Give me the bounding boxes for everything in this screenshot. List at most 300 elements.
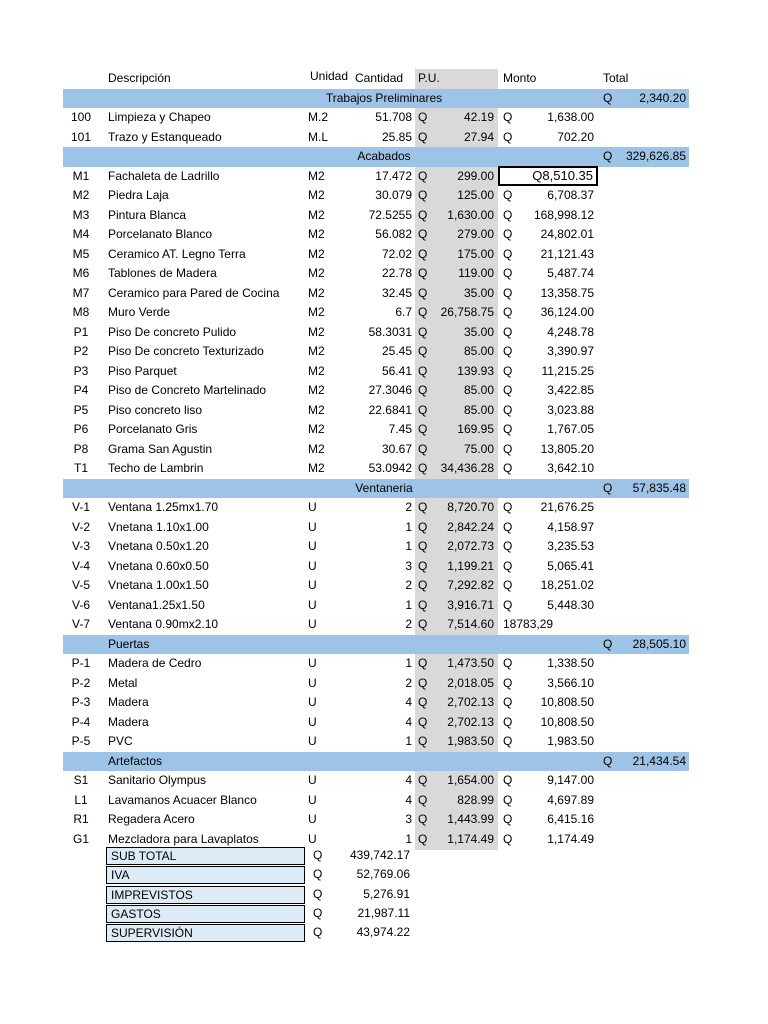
summary-value[interactable]: 43,974.22 [356,925,410,940]
table-row [0,245,768,265]
item-quantity[interactable]: 30.079 [375,188,412,202]
item-amount[interactable]: 3,422.85 [547,383,594,397]
item-quantity[interactable]: 7.45 [388,422,412,436]
selected-cell-monto[interactable]: Q8,510.35 [498,166,598,186]
item-description[interactable]: Piso De concreto Texturizado [108,344,264,358]
item-description[interactable]: Techo de Lambrin [108,461,204,475]
item-code[interactable]: P1 [73,324,89,339]
item-quantity[interactable]: 4 [405,773,412,787]
table-row [0,771,768,791]
item-description[interactable]: Madera [108,695,149,709]
section-title[interactable]: Puertas [108,636,150,651]
item-unit-price[interactable]: 299.00 [457,168,494,183]
item-amount[interactable]: 4,248.78 [547,324,594,339]
item-amount[interactable]: 5,065.41 [547,558,594,573]
item-unit-price[interactable]: 2,018.05 [447,675,494,690]
currency-symbol: Q [418,441,428,456]
item-amount[interactable]: 3,023.88 [547,402,594,417]
item-amount[interactable]: 702.20 [557,129,594,144]
item-code[interactable]: V-3 [71,539,90,553]
summary-label[interactable]: GASTOS [106,905,305,923]
table-row [0,596,768,616]
section-total[interactable]: 28,505.10 [632,636,686,651]
currency-symbol: Q [503,402,513,417]
currency-symbol: Q [418,656,428,670]
header-unidad[interactable]: Unidad [310,69,349,83]
item-unit-price[interactable]: 2,702.13 [447,695,494,709]
item-unit[interactable]: U [308,519,317,534]
item-unit[interactable]: U [308,831,317,846]
section-total[interactable]: 57,835.48 [632,480,686,495]
item-unit[interactable]: M2 [308,324,325,339]
item-unit-price[interactable]: 1,174.49 [447,831,494,846]
item-unit-price[interactable]: 1,199.21 [447,558,494,573]
header-pu[interactable]: P.U. [418,71,440,85]
item-unit-price[interactable]: 27.94 [463,129,494,144]
item-amount[interactable]: 3,390.97 [547,344,594,358]
item-description[interactable]: Regadera Acero [108,812,195,826]
currency-symbol: Q [603,90,613,105]
item-unit[interactable]: M.2 [308,110,329,124]
item-unit-price[interactable]: 1,983.50 [447,734,494,748]
currency-symbol: Q [503,831,513,846]
table-row [0,810,768,830]
item-quantity[interactable]: 6.7 [395,305,412,319]
item-unit-price[interactable]: 26,758.75 [440,305,494,319]
item-quantity[interactable]: 3 [405,812,412,826]
item-code[interactable]: S1 [73,773,89,787]
item-amount[interactable]: 10,808.50 [540,695,594,709]
item-code[interactable]: P5 [73,402,89,417]
item-amount[interactable]: 1,767.05 [547,422,594,436]
header-descripcion[interactable]: Descripción [108,71,171,85]
table-row [0,323,768,343]
currency-symbol: Q [503,246,513,261]
item-unit[interactable]: U [308,500,317,514]
table-row [0,537,768,557]
item-code[interactable]: M3 [72,207,90,222]
section-header-row [0,89,768,109]
currency-symbol: Q [503,539,513,553]
item-code[interactable]: M7 [72,285,90,300]
currency-symbol: Q [503,734,513,748]
currency-symbol: Q [503,285,513,300]
item-unit-price[interactable]: 85.00 [463,344,494,358]
item-amount[interactable]: 1,174.49 [547,831,594,846]
item-unit-price[interactable]: 1,473.50 [447,656,494,670]
currency-symbol: Q [418,324,428,339]
currency-symbol: Q [418,246,428,261]
section-header-row [0,147,768,167]
currency-symbol: Q [503,344,513,358]
item-amount[interactable]: 4,697.89 [547,792,594,807]
item-amount[interactable]: 6,708.37 [547,188,594,202]
table-row [0,206,768,226]
item-description[interactable]: Vnetana 0.60x0.50 [108,558,209,573]
item-amount[interactable]: 4,158.97 [547,519,594,534]
table-row [0,791,768,811]
item-quantity[interactable]: 1 [405,539,412,553]
item-code[interactable]: G1 [72,831,89,846]
item-description[interactable]: Piso de Concreto Martelinado [108,383,267,397]
item-quantity[interactable]: 17.472 [375,168,412,183]
item-unit-price[interactable]: 7,292.82 [447,578,494,592]
item-quantity[interactable]: 25.45 [381,344,412,358]
item-unit[interactable]: M2 [308,461,325,475]
item-code[interactable]: P-2 [71,675,91,690]
item-description[interactable]: Piso Parquet [108,363,177,378]
item-amount[interactable]: 3,566.10 [547,675,594,690]
item-amount[interactable]: 21,676.25 [540,500,594,514]
item-code[interactable]: T1 [73,461,88,475]
item-quantity[interactable]: 72.02 [381,246,412,261]
item-code[interactable]: P2 [73,344,89,358]
item-description[interactable]: Madera [108,714,149,729]
currency-symbol: Q [603,480,613,495]
item-quantity[interactable]: 1 [405,734,412,748]
currency-symbol: Q [503,188,513,202]
currency-symbol: Q [503,695,513,709]
item-quantity[interactable]: 22.78 [381,266,412,280]
item-quantity[interactable]: 2 [405,578,412,592]
item-amount[interactable]: 21,121.43 [540,246,594,261]
currency-symbol: Q [603,753,613,768]
item-amount[interactable]: 13,805.20 [540,441,594,456]
item-amount[interactable]: 10,808.50 [540,714,594,729]
item-quantity[interactable]: 4 [405,695,412,709]
item-unit-price[interactable]: 1,654.00 [447,773,494,787]
item-amount[interactable]: 1,983.50 [547,734,594,748]
header-monto[interactable]: Monto [503,71,537,85]
currency-symbol: Q [503,519,513,534]
item-unit-price[interactable]: 75.00 [463,441,494,456]
item-description[interactable]: Piedra Laja [108,188,169,202]
item-amount[interactable]: 3,235.53 [547,539,594,553]
item-unit-price[interactable]: 8,720.70 [447,500,494,514]
currency-symbol: Q [418,714,428,729]
item-quantity[interactable]: 27.3046 [368,383,412,397]
item-unit-price[interactable]: 85.00 [463,383,494,397]
item-unit-price[interactable]: 3,916.71 [447,597,494,612]
item-quantity[interactable]: 1 [405,656,412,670]
item-code[interactable]: V-5 [71,578,90,592]
item-unit-price[interactable]: 2,842.24 [447,519,494,534]
item-amount[interactable]: 5,448.30 [547,597,594,612]
item-code[interactable]: M5 [72,246,90,261]
table-row [0,615,768,635]
item-code[interactable]: M8 [72,305,90,319]
item-amount[interactable]: 13,358.75 [540,285,594,300]
item-amount[interactable]: 3,642.10 [547,461,594,475]
currency-symbol: Q [503,227,513,241]
section-title[interactable]: Trabajos Preliminares [325,90,443,105]
item-description[interactable]: Porcelanato Gris [108,422,198,436]
item-unit[interactable]: M.L [308,129,329,144]
item-amount[interactable]: 168,998.12 [533,207,594,222]
item-quantity[interactable]: 4 [405,714,412,729]
item-description[interactable]: Ventana 0.90mx2.10 [108,617,219,631]
item-unit[interactable]: M2 [308,188,325,202]
item-unit[interactable]: U [308,539,317,553]
item-code[interactable]: R1 [73,812,89,826]
item-description[interactable]: Madera de Cedro [108,656,202,670]
currency-symbol: Q [503,266,513,280]
item-description[interactable]: Ceramico para Pared de Cocina [108,285,280,300]
item-unit[interactable]: M2 [308,168,325,183]
item-unit[interactable]: U [308,773,317,787]
item-unit[interactable]: U [308,812,317,826]
item-amount[interactable]: 18,251.02 [540,578,594,592]
item-unit[interactable]: M2 [308,227,325,241]
summary-value[interactable]: 21,987.11 [357,905,410,920]
currency-symbol: Q [418,773,428,787]
item-code[interactable]: M1 [72,168,90,183]
item-description[interactable]: Ventana1.25x1.50 [108,597,205,612]
item-amount[interactable]: 36,124.00 [540,305,594,319]
item-code[interactable]: P-4 [71,714,91,729]
item-description[interactable]: Limpieza y Chapeo [108,110,211,124]
section-total[interactable]: 2,340.20 [639,90,686,105]
summary-label[interactable]: IMPREVISTOS [106,886,305,904]
item-quantity[interactable]: 2 [405,675,412,690]
item-quantity[interactable]: 3 [405,558,412,573]
table-row [0,342,768,362]
currency-symbol: Q [418,402,428,417]
item-description[interactable]: Mezcladora para Lavaplatos [108,831,259,846]
section-title[interactable]: Acabados [357,149,411,163]
currency-symbol: Q [503,441,513,456]
section-header-row [0,479,768,499]
item-description[interactable]: Porcelanato Blanco [108,227,213,241]
currency-symbol: Q [418,461,428,475]
table-row [0,654,768,674]
section-total[interactable]: 329,626.85 [625,149,686,163]
item-code[interactable]: 101 [70,129,92,144]
section-bar [63,635,689,655]
currency-symbol: Q [418,831,428,846]
item-unit-price[interactable]: 1,443.99 [447,812,494,826]
table-row [0,401,768,421]
item-unit-price[interactable]: 1,630.00 [447,207,494,222]
item-unit[interactable]: U [308,792,317,807]
item-unit[interactable]: M2 [308,207,325,222]
item-amount[interactable]: 1,338.50 [547,656,594,670]
summary-value[interactable]: 52,769.06 [356,867,410,882]
item-quantity[interactable]: 32.45 [381,285,412,300]
header-row [0,69,768,89]
item-unit[interactable]: U [308,578,317,592]
item-description[interactable]: Ceramico AT. Legno Terra [108,246,246,261]
table-row [0,420,768,440]
currency-symbol: Q [503,461,513,475]
item-unit[interactable]: M2 [308,363,325,378]
item-code[interactable]: V-7 [71,617,90,631]
item-unit[interactable]: M2 [308,266,325,280]
section-total[interactable]: 21,434.54 [632,753,686,768]
item-description[interactable]: Piso concreto liso [108,402,203,417]
item-unit[interactable]: M2 [308,344,325,358]
item-code[interactable]: V-6 [71,597,90,612]
item-unit[interactable]: U [308,656,317,670]
item-unit[interactable]: U [308,558,317,573]
item-code[interactable]: P-5 [71,734,91,748]
item-unit-price[interactable]: 279.00 [457,227,494,241]
currency-symbol: Q [503,558,513,573]
item-amount[interactable]: 5,487.74 [547,266,594,280]
item-quantity[interactable]: 30.67 [381,441,412,456]
item-unit-price[interactable]: 34,436.28 [440,461,494,475]
item-unit[interactable]: U [308,714,317,729]
item-description[interactable]: Vnetana 1.10x1.00 [108,519,209,534]
currency-symbol: Q [418,734,428,748]
item-amount[interactable]: 6,415.16 [547,812,594,826]
item-unit-price[interactable]: 119.00 [458,266,494,280]
header-cantidad[interactable]: Cantidad [355,71,404,85]
currency-symbol: Q [418,305,428,319]
item-description[interactable]: Vnetana 0.50x1.20 [108,539,209,553]
item-unit[interactable]: U [308,597,317,612]
item-quantity[interactable]: 1 [405,831,412,846]
table-row [0,498,768,518]
item-quantity[interactable]: 1 [405,597,412,612]
item-description[interactable]: Grama San Agustin [108,441,213,456]
item-code[interactable]: M6 [72,266,90,280]
item-unit[interactable]: U [308,675,317,690]
table-row [0,518,768,538]
item-unit[interactable]: U [308,695,317,709]
item-code[interactable]: P8 [73,441,89,456]
item-unit[interactable]: M2 [308,383,325,397]
item-quantity[interactable]: 58.3031 [368,324,412,339]
item-quantity[interactable]: 56.41 [381,363,412,378]
item-description[interactable]: Fachaleta de Ladrillo [108,168,220,183]
item-code[interactable]: M4 [72,227,90,241]
item-unit-price[interactable]: 125.00 [457,188,494,202]
section-title[interactable]: Ventaneria [355,480,413,495]
item-quantity[interactable]: 51.708 [375,110,412,124]
item-unit[interactable]: M2 [308,285,325,300]
item-code[interactable]: P-3 [71,695,91,709]
item-unit-price[interactable]: 42.19 [463,110,494,124]
summary-label[interactable]: SUB TOTAL [106,847,305,865]
item-amount[interactable]: 24,802.01 [540,227,594,241]
item-code[interactable]: M2 [72,188,90,202]
item-quantity[interactable]: 72.5255 [368,207,412,222]
item-unit-price[interactable]: 2,702.13 [447,714,494,729]
item-unit-price[interactable]: 828.99 [457,792,494,807]
summary-label[interactable]: SUPERVISIÓN [106,924,305,942]
currency-symbol: Q [503,578,513,592]
item-description[interactable]: Metal [108,675,138,690]
item-description[interactable]: Tablones de Madera [108,266,217,280]
item-description[interactable]: Trazo y Estanqueado [108,129,222,144]
item-unit[interactable]: M2 [308,305,325,319]
item-quantity[interactable]: 2 [405,617,412,631]
item-description[interactable]: Piso De concreto Pulido [108,324,237,339]
item-quantity[interactable]: 22.6841 [368,402,412,417]
item-description[interactable]: PVC [108,734,133,748]
item-unit-price[interactable]: 35.00 [463,324,494,339]
item-unit-price[interactable]: 2,072.73 [447,539,494,553]
item-code[interactable]: P3 [73,363,89,378]
item-description[interactable]: Sanitario Olympus [108,773,207,787]
item-description[interactable]: Pintura Blanca [108,207,187,222]
item-description[interactable]: Vnetana 1.00x1.50 [108,578,209,592]
item-quantity[interactable]: 25.85 [381,129,412,144]
item-unit-price[interactable]: 139.93 [457,363,494,378]
item-quantity[interactable]: 56.082 [375,227,412,241]
item-code[interactable]: P6 [73,422,89,436]
item-code[interactable]: V-2 [71,519,90,534]
currency-symbol: Q [418,695,428,709]
item-description[interactable]: Lavamanos Acuacer Blanco [108,792,257,807]
currency-symbol: Q [503,792,513,807]
item-amount[interactable]: 9,147.00 [547,773,594,787]
item-code[interactable]: 100 [70,110,92,124]
item-code[interactable]: P4 [73,383,89,397]
currency-symbol: Q [503,675,513,690]
item-code[interactable]: V-1 [71,500,90,514]
currency-symbol: Q [503,305,513,319]
item-description[interactable]: Muro Verde [108,305,171,319]
table-row [0,693,768,713]
currency-symbol: Q [418,617,428,631]
table-row [0,576,768,596]
item-unit[interactable]: M2 [308,422,325,436]
section-title[interactable]: Artefactos [108,753,163,768]
table-row [0,459,768,479]
item-amount[interactable]: 11,215.25 [541,363,594,378]
item-code[interactable]: V-4 [71,558,90,573]
currency-symbol: Q [503,110,513,124]
currency-symbol: Q [313,886,323,901]
item-unit-price[interactable]: 35.00 [463,285,494,300]
item-amount[interactable]: 18783,29 [503,617,554,631]
item-unit-price[interactable]: 7,514.60 [447,617,494,631]
item-description[interactable]: Ventana 1.25mx1.70 [108,500,219,514]
item-quantity[interactable]: 4 [405,792,412,807]
currency-symbol: Q [418,539,428,553]
currency-symbol: Q [418,207,428,222]
currency-symbol: Q [418,285,428,300]
currency-symbol: Q [503,597,513,612]
currency-symbol: Q [503,207,513,222]
header-total[interactable]: Total [603,71,629,85]
currency-symbol: Q [603,149,613,163]
item-quantity[interactable]: 1 [405,519,412,534]
item-unit[interactable]: U [308,617,317,631]
item-unit[interactable]: M2 [308,441,325,456]
summary-value[interactable]: 5,276.91 [363,886,410,901]
item-unit[interactable]: U [308,734,317,748]
currency-symbol: Q [418,188,428,202]
item-quantity[interactable]: 2 [405,500,412,514]
item-unit[interactable]: M2 [308,246,325,261]
currency-symbol: Q [418,168,428,183]
summary-value[interactable]: 439,742.17 [349,848,410,862]
item-unit-price[interactable]: 85.00 [463,402,494,417]
item-code[interactable]: L1 [74,792,88,807]
item-unit-price[interactable]: 175.00 [457,246,494,261]
currency-symbol: Q [418,129,428,144]
item-amount[interactable]: 1,638.00 [547,110,594,124]
item-code[interactable]: P-1 [71,656,91,670]
currency-symbol: Q [418,578,428,592]
item-unit[interactable]: M2 [308,402,325,417]
summary-label[interactable]: IVA [106,866,305,884]
item-unit-price[interactable]: 169.95 [457,422,494,436]
item-quantity[interactable]: 53.0942 [368,461,412,475]
